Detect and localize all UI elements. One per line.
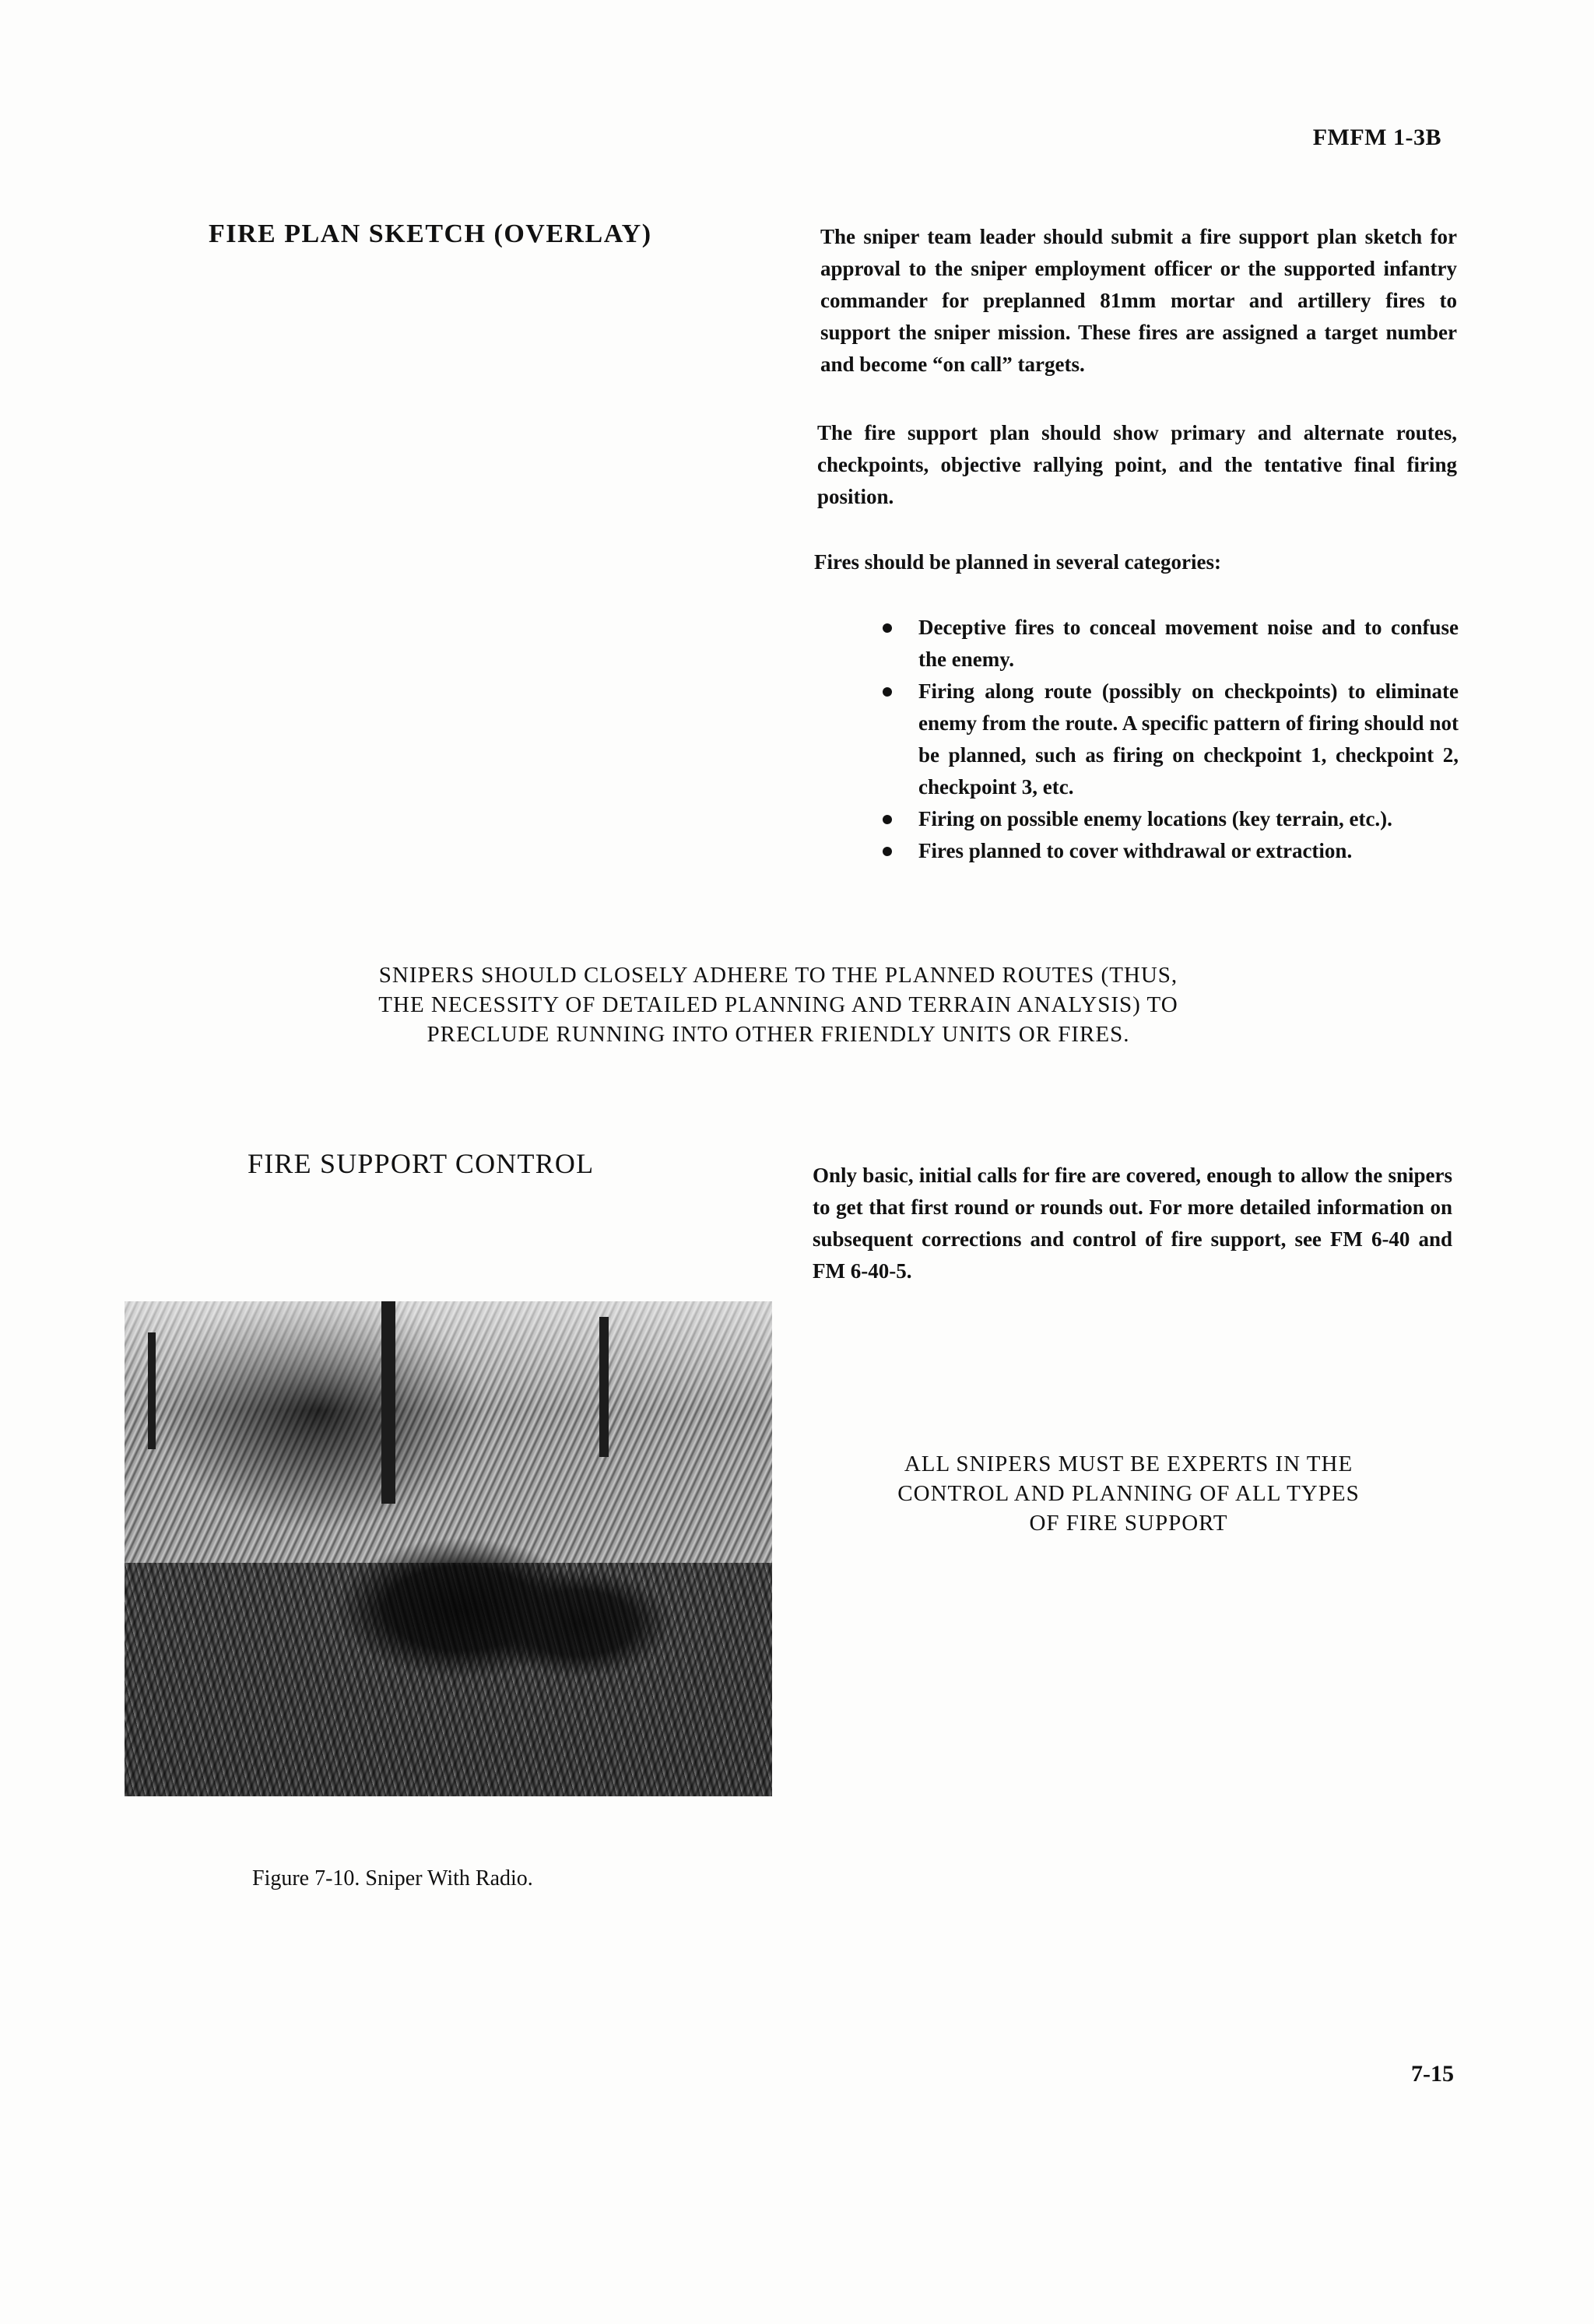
- figure-caption: Figure 7-10. Sniper With Radio.: [252, 1866, 533, 1890]
- list-item-text: Fires planned to cover withdrawal or extraction.: [918, 839, 1353, 862]
- planned-routes-callout: [233, 960, 1323, 1049]
- list-item: [880, 612, 1459, 676]
- section-heading-fire-support-control: FIRE SUPPORT CONTROL: [248, 1148, 595, 1179]
- callout-line: PRECLUDE RUNNING INTO OTHER FRIENDLY UNITS OR FIRES.: [427, 1022, 1130, 1047]
- callout-line: OF FIRE SUPPORT: [1029, 1511, 1228, 1536]
- fire-plan-paragraph-2: The fire support plan should show primary and alternate routes, checkpoints, objective rallying point, and the tentative final firing position.: [817, 421, 1457, 508]
- fire-support-control-paragraph: Only basic, initial calls for fire are covered, enough to allow the snipers to get that first round or rounds out. For more detailed information on subsequent corrections and control of fire support, see FM 6-40 and FM 6-40-5.: [813, 1164, 1452, 1283]
- fire-plan-paragraph-3: Fires should be planned in several categories:: [814, 550, 1221, 574]
- bullet-icon: [883, 815, 892, 824]
- bullet-icon: [883, 623, 892, 633]
- list-item: [880, 676, 1459, 803]
- experts-callout: [802, 1449, 1455, 1538]
- fire-plan-paragraph-1: The sniper team leader should submit a fire support plan sketch for approval to the sniper employment officer or the supported infantry commander for preplanned 81mm mortar and artillery fires to support the sniper mission. These fires are assigned a target number and become “on call” targets.: [820, 225, 1457, 376]
- bullet-icon: [883, 687, 892, 697]
- sniper-with-radio-photo: [125, 1301, 772, 1796]
- list-item-text: Firing on possible enemy locations (key terrain, etc.).: [918, 807, 1392, 830]
- list-item-text: Firing along route (possibly on checkpoints) to eliminate enemy from the route. A specific pattern of firing should not be planned, such as firing on checkpoint 1, checkpoint 2, checkpoint 3, etc.: [918, 679, 1459, 799]
- section-heading-fire-plan-sketch: FIRE PLAN SKETCH (OVERLAY): [209, 219, 652, 248]
- callout-line: THE NECESSITY OF DETAILED PLANNING AND TERRAIN ANALYSIS) TO: [378, 992, 1178, 1017]
- list-item: [880, 803, 1459, 835]
- document-code: FMFM 1-3B: [1312, 125, 1441, 150]
- photo-tree-trunk: [148, 1332, 156, 1449]
- photo-tree-trunk: [599, 1317, 609, 1457]
- list-item: [880, 835, 1459, 867]
- page-number: 7-15: [1411, 2061, 1454, 2087]
- photo-tree-trunk: [381, 1301, 395, 1504]
- callout-line: SNIPERS SHOULD CLOSELY ADHERE TO THE PLANNED ROUTES (THUS,: [378, 963, 1178, 988]
- bullet-icon: [883, 847, 892, 856]
- callout-line: CONTROL AND PLANNING OF ALL TYPES: [897, 1481, 1360, 1506]
- callout-line: ALL SNIPERS MUST BE EXPERTS IN THE: [904, 1452, 1353, 1476]
- photo-sky: [125, 1301, 772, 1410]
- list-item-text: Deceptive fires to conceal movement noise and to confuse the enemy.: [918, 616, 1459, 671]
- photo-grass-foreground: [125, 1563, 772, 1796]
- fire-categories-list: [880, 612, 1459, 867]
